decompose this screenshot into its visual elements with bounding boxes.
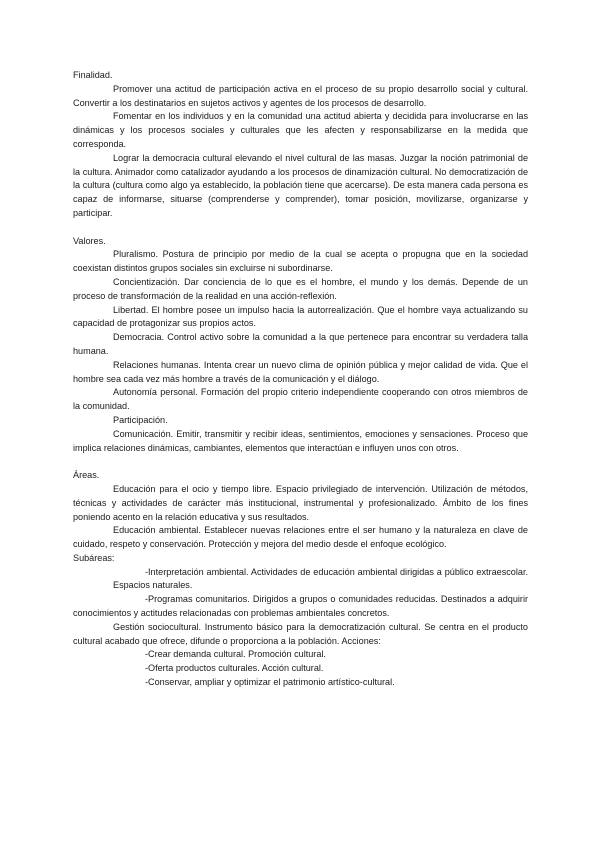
valores-paragraph: Participación. xyxy=(113,414,168,425)
valores-paragraph: Concientización. Dar conciencia de lo que es el hombre, el mundo y los demás. Depende de un proceso de transformación de la realidad en una acción-reflexión. xyxy=(73,276,528,301)
valores-paragraph: Relaciones humanas. Intenta crear un nuevo clima de opinión pública y mejor calidad de vida. Que el hombre sea cada vez más hombre a través de la comunicación y el diálogo. xyxy=(73,359,528,384)
valores-paragraph: Pluralismo. Postura de principio por medio de la cual se acepta o propugna que en la sociedad coexistan distintos grupos sociales sin excluirse ni subordinarse. xyxy=(73,249,528,274)
accion-item: -Conservar, ampliar y optimizar el patrimonio artístico-cultural. xyxy=(145,677,395,688)
accion-item: -Crear demanda cultural. Promoción cultural. xyxy=(145,649,326,660)
areas-paragraph: Educación ambiental. Establecer nuevas relaciones entre el ser humano y la naturaleza en clave de cuidado, respeto y conservación. Protección y mejora del medio desde el enfoque ecológico. xyxy=(73,525,528,550)
valores-paragraph: Democracia. Control activo sobre la comunidad a la que pertenece para encontrar su verdadera talla humana. xyxy=(73,332,528,356)
valores-heading: Valores. xyxy=(73,235,106,246)
document-page xyxy=(73,69,528,690)
section-spacer xyxy=(73,221,528,235)
finalidad-paragraph: Promover una actitud de participación activa en el proceso de su propio desarrollo social y cultural. Convertir a los destinatarios en sujetos activos y agentes de los procesos de desarrollo. xyxy=(73,83,528,108)
finalidad-heading: Finalidad. xyxy=(73,70,113,80)
valores-paragraph: Libertad. El hombre posee un impulso hacia la autorrealización. Que el hombre vaya actualizando su capacidad de protagonizar sus propios actos. xyxy=(73,304,528,329)
finalidad-paragraph: Lograr la democracia cultural elevando el nivel cultural de las masas. Juzgar la noción patrimonial de la cultura. Animador como catalizador ayudando a los procesos de dinamización cultural. No democratización de la cultura (cultura como algo ya establecido, la población tiene que acercarse). De esta manera cada persona es capaz de informarse, situarse (comprenderse y comprender), tomar posición, movilizarse, organizarse y participar. xyxy=(73,152,528,218)
areas-heading: Áreas. xyxy=(73,470,100,481)
areas-paragraph: Educación para el ocio y tiempo libre. Espacio privilegiado de intervención. Utilización de métodos, técnicas y actividades de carácter más institucional, instrumental y profesionalizado. Ámbito de los fines poniendo acento en la relación educativa y sus resultados. xyxy=(73,483,528,522)
section-spacer xyxy=(73,455,528,469)
areas-paragraph: Gestión sociocultural. Instrumento básico para la democratización cultural. Se centra en el producto cultural acabado que ofrece, difunde o proporciona a la población. Acciones: xyxy=(73,621,528,646)
valores-paragraph: Autonomía personal. Formación del propio criterio independiente cooperando con otros miembros de la comunidad. xyxy=(73,387,528,412)
subareas-label: Subáreas: xyxy=(73,552,115,563)
accion-item: -Oferta productos culturales. Acción cultural. xyxy=(145,663,324,674)
valores-paragraph: Comunicación. Emitir, transmitir y recibir ideas, sentimientos, emociones y sensaciones. Proceso que implica relaciones dinámicas, cambiantes, elementos que interactúan e influyen unos con otros. xyxy=(73,428,528,453)
subarea-item: -Interpretación ambiental. Actividades de educación ambiental dirigidas a público extraescolar. Espacios naturales. xyxy=(113,566,528,591)
finalidad-paragraph: Fomentar en los individuos y en la comunidad una actitud abierta y decidida para involucrarse en las dinámicas y los procesos sociales y culturales que les afecten y responsabilizarse en la medida que corresponda. xyxy=(73,111,528,149)
subarea-item: -Programas comunitarios. Dirigidos a grupos o comunidades reducidas. Destinados a adquirir conocimientos y actitudes relacionadas con problemas ambientales concretos. xyxy=(73,594,528,619)
